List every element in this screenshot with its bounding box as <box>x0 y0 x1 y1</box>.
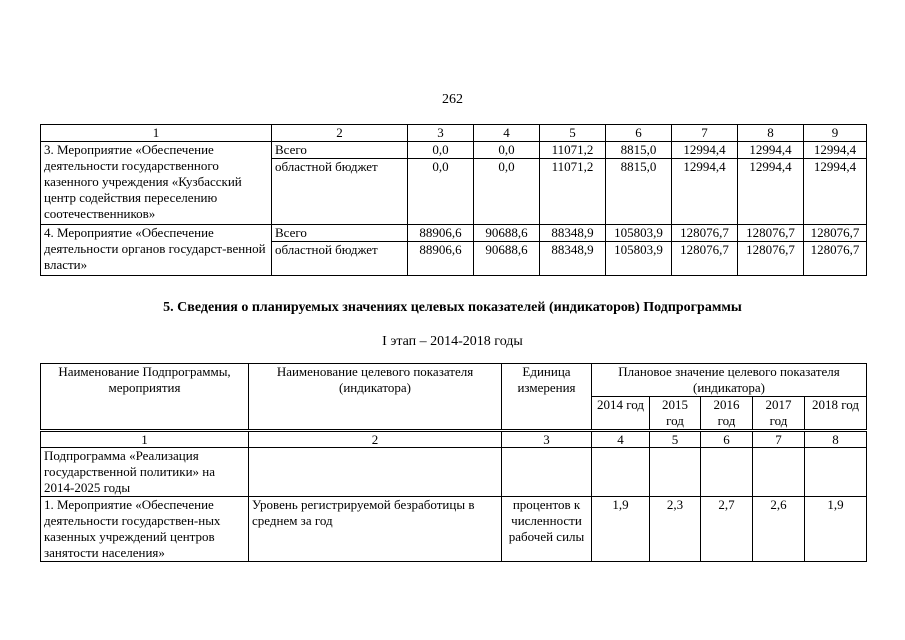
empty-cell <box>805 448 867 497</box>
year-header: 2015 год <box>650 397 701 430</box>
value-cell: 128076,7 <box>804 242 867 276</box>
col-number: 8 <box>805 432 867 448</box>
year-header: 2017 год <box>753 397 805 430</box>
activity-name: 3. Мероприятие «Обеспечение деятельности государственного казенного учреждения «Кузбасский центр содействия переселению соотечественников» <box>41 142 272 225</box>
value-cell: 12994,4 <box>738 142 804 159</box>
col-number: 3 <box>502 432 592 448</box>
value-cell: 12994,4 <box>738 159 804 225</box>
value-cell: 128076,7 <box>738 225 804 242</box>
value-cell: 128076,7 <box>672 242 738 276</box>
unit-cell: процентов к численности рабочей силы <box>502 497 592 562</box>
value-cell: 12994,4 <box>804 142 867 159</box>
table-row <box>41 448 867 497</box>
col-number: 7 <box>672 125 738 142</box>
col-number: 5 <box>650 432 701 448</box>
col-header-unit: Единица измерения <box>502 364 592 430</box>
stage-title: I этап – 2014-2018 годы <box>382 334 523 349</box>
value-cell: 0,0 <box>408 159 474 225</box>
year-header: 2016 год <box>701 397 753 430</box>
empty-cell <box>650 448 701 497</box>
value-cell: 0,0 <box>474 142 540 159</box>
col-number: 1 <box>41 125 272 142</box>
page-number: 262 <box>442 92 463 107</box>
value-cell: 88348,9 <box>540 242 606 276</box>
empty-cell <box>753 448 805 497</box>
empty-cell <box>592 448 650 497</box>
funding-table <box>40 124 867 276</box>
value-cell: 88906,6 <box>408 242 474 276</box>
value-cell: 90688,6 <box>474 225 540 242</box>
value-cell: 12994,4 <box>672 142 738 159</box>
col-header-plan: Плановое значение целевого показателя (индикатора) <box>592 364 867 397</box>
col-number: 6 <box>701 432 753 448</box>
year-header: 2018 год <box>805 397 867 430</box>
value-cell: 1,9 <box>805 497 867 562</box>
value-cell: 12994,4 <box>804 159 867 225</box>
value-cell: 8815,0 <box>606 159 672 225</box>
value-cell: 0,0 <box>408 142 474 159</box>
col-number: 8 <box>738 125 804 142</box>
activity-name: 1. Мероприятие «Обеспечение деятельности государствен-ных казенных учреждений центров занятости населения» <box>41 497 249 562</box>
value-cell: 105803,9 <box>606 225 672 242</box>
empty-cell <box>701 448 753 497</box>
value-cell: 105803,9 <box>606 242 672 276</box>
value-cell: 11071,2 <box>540 142 606 159</box>
value-cell: 128076,7 <box>672 225 738 242</box>
col-number: 5 <box>540 125 606 142</box>
subprogram-name: Подпрограмма «Реализация государственной политики» на 2014-2025 годы <box>41 448 249 497</box>
col-number: 6 <box>606 125 672 142</box>
table-row <box>41 497 867 562</box>
col-number: 1 <box>41 432 249 448</box>
col-number: 4 <box>592 432 650 448</box>
value-cell: 0,0 <box>474 159 540 225</box>
value-cell: 2,7 <box>701 497 753 562</box>
funding-source: Всего <box>272 225 408 242</box>
funding-source: Всего <box>272 142 408 159</box>
value-cell: 128076,7 <box>804 225 867 242</box>
section-title: 5. Сведения о планируемых значениях целевых показателей (индикаторов) Подпрограммы <box>163 300 742 315</box>
value-cell: 128076,7 <box>738 242 804 276</box>
col-header-name: Наименование Подпрограммы, мероприятия <box>41 364 249 430</box>
value-cell: 2,3 <box>650 497 701 562</box>
value-cell: 12994,4 <box>672 159 738 225</box>
value-cell: 1,9 <box>592 497 650 562</box>
col-number: 3 <box>408 125 474 142</box>
col-number: 2 <box>272 125 408 142</box>
col-header-indicator: Наименование целевого показателя (индикатора) <box>249 364 502 430</box>
col-number: 2 <box>249 432 502 448</box>
col-number: 4 <box>474 125 540 142</box>
table-number-row <box>41 432 867 448</box>
table-row <box>41 142 867 159</box>
col-number: 7 <box>753 432 805 448</box>
value-cell: 88348,9 <box>540 225 606 242</box>
table-header-row <box>41 125 867 142</box>
value-cell: 88906,6 <box>408 225 474 242</box>
empty-cell <box>249 448 502 497</box>
year-header: 2014 год <box>592 397 650 430</box>
indicators-table <box>40 363 867 562</box>
value-cell: 8815,0 <box>606 142 672 159</box>
indicator-name: Уровень регистрируемой безработицы в среднем за год <box>249 497 502 562</box>
value-cell: 2,6 <box>753 497 805 562</box>
table-header-row <box>41 364 867 397</box>
table-row <box>41 225 867 242</box>
funding-source: областной бюджет <box>272 159 408 225</box>
empty-cell <box>502 448 592 497</box>
value-cell: 90688,6 <box>474 242 540 276</box>
activity-name: 4. Мероприятие «Обеспечение деятельности органов государст-венной власти» <box>41 225 272 276</box>
col-number: 9 <box>804 125 867 142</box>
value-cell: 11071,2 <box>540 159 606 225</box>
funding-source: областной бюджет <box>272 242 408 276</box>
